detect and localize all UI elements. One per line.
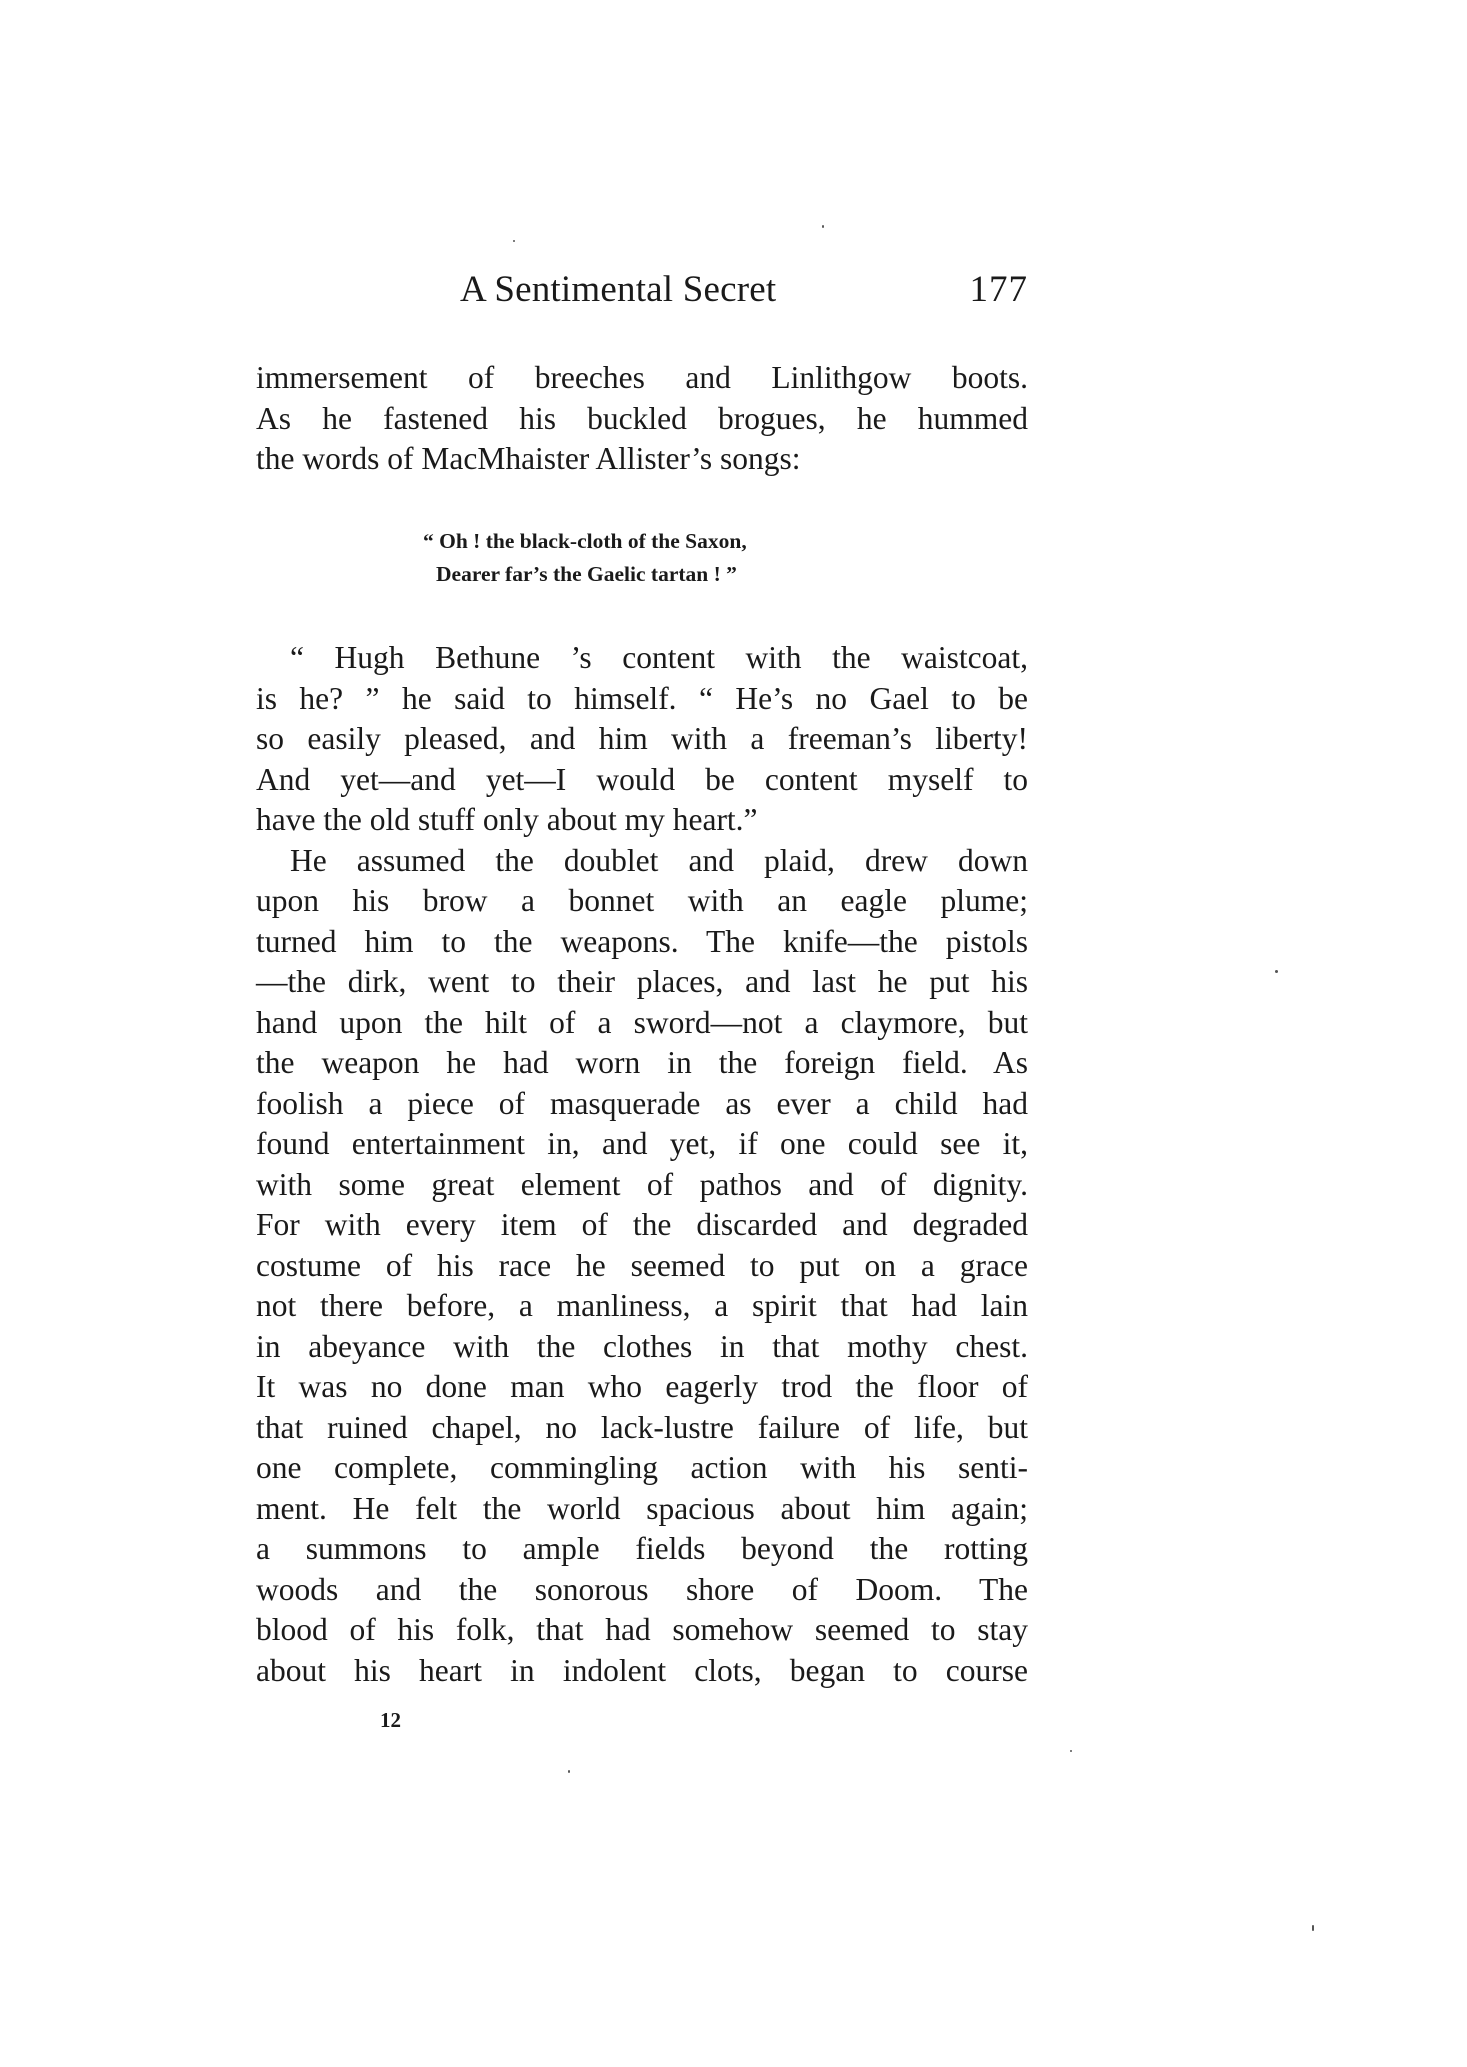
text-line: ment. He felt the world spacious about him again; (256, 1490, 1028, 1526)
text-line: It was no done man who eagerly trod the floor of (256, 1369, 1028, 1404)
paragraph-2-and-3 (256, 638, 1028, 1691)
scan-speck (1312, 1925, 1314, 1931)
text-line: turned him to the weapons. The knife—the pistols (256, 923, 1028, 959)
verse-line: Dearer far’s the Gaelic tartan ! ” (436, 562, 737, 586)
text-line: As he fastened his buckled brogues, he hummed (256, 400, 1028, 436)
text-line: one complete, commingling action with his senti- (256, 1450, 1028, 1485)
scan-speck (568, 1770, 570, 1773)
text-line: hand upon the hilt of a sword—not a claymore, but (256, 1004, 1028, 1040)
verse-line: “ Oh ! the black-cloth of the Saxon, (423, 529, 747, 553)
paragraph-1 (256, 358, 1028, 480)
text-line: immersement of breeches and Linlithgow boots. (256, 360, 1028, 395)
text-line: with some great element of pathos and of dignity. (256, 1166, 1028, 1202)
text-line: have the old stuff only about my heart.” (256, 802, 758, 837)
text-line: is he? ” he said to himself. “ He’s no Gael to be (256, 680, 1028, 716)
page-number: 177 (969, 269, 1028, 310)
text-line: about his heart in indolent clots, began to course (256, 1652, 1028, 1688)
text-line: so easily pleased, and him with a freeman’s liberty! (256, 721, 1028, 756)
text-line: not there before, a manliness, a spirit that had lain (256, 1288, 1028, 1323)
text-line: the weapon he had worn in the foreign field. As (256, 1045, 1028, 1080)
text-line: costume of his race he seemed to put on a grace (256, 1247, 1028, 1283)
text-line: He assumed the doublet and plaid, drew down (290, 842, 1028, 878)
text-line: upon his brow a bonnet with an eagle plume; (256, 883, 1028, 918)
text-line: For with every item of the discarded and degraded (256, 1207, 1028, 1242)
text-line: blood of his folk, that had somehow seemed to stay (256, 1612, 1028, 1647)
text-line: And yet—and yet—I would be content myself to (256, 761, 1028, 797)
scan-speck (1275, 970, 1278, 973)
running-title: A Sentimental Secret (460, 269, 777, 310)
text-line: found entertainment in, and yet, if one could see it, (256, 1126, 1028, 1161)
text-line: a summons to ample fields beyond the rotting (256, 1531, 1028, 1566)
text-line: foolish a piece of masquerade as ever a child had (256, 1085, 1028, 1121)
text-line: that ruined chapel, no lack-lustre failure of life, but (256, 1409, 1028, 1445)
scan-speck (1070, 1750, 1072, 1752)
verse-quotation (423, 525, 747, 591)
text-line: the words of MacMhaister Allister’s songs: (256, 441, 801, 476)
text-line: —the dirk, went to their places, and last he put his (256, 964, 1028, 999)
scan-speck (822, 225, 824, 228)
scan-speck (513, 240, 515, 242)
text-line: “ Hugh Bethune ’s content with the waistcoat, (290, 640, 1028, 675)
text-line: in abeyance with the clothes in that mothy chest. (256, 1328, 1028, 1364)
running-head (256, 268, 1028, 318)
text-line: woods and the sonorous shore of Doom. The (256, 1571, 1028, 1607)
signature-mark: 12 (380, 1708, 401, 1732)
